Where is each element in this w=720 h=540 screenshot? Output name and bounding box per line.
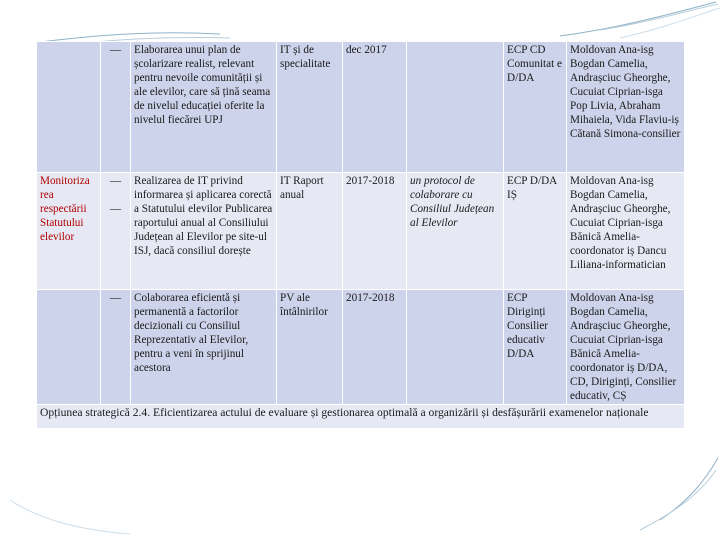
indicator-cell	[407, 290, 504, 405]
term-cell: 2017-2018	[343, 290, 407, 405]
indicator-cell	[407, 42, 504, 173]
objective-cell	[37, 290, 101, 405]
responsible-cell: ECP Diriginți Consilier educativ D/DA	[504, 290, 567, 405]
term-cell: 2017-2018	[343, 173, 407, 290]
activity-cell: Realizarea de IT privind informarea și aplicarea corectă a Statutului elevilor Publicarea raportului anual al Consiliului Județean al Elevilor pe site-ul ISJ, dacă consiliul dorește	[131, 173, 277, 290]
objective-cell: Monitoriza rea respectării Statutului elevilor	[37, 173, 101, 290]
bullet-cell	[101, 42, 131, 173]
people-cell: Moldovan Ana-isg Bogdan Camelia, Andrașciuc Gheorghe, Cucuiat Ciprian-isga Pop Livia, Abraham Mihaiela, Vida Flaviu-iș Cătană Simona-consilier	[567, 42, 685, 173]
people-cell: Moldovan Ana-isg Bogdan Camelia, Andrașciuc Gheorghe, Cucuiat Ciprian-isga Bănică Amelia-coordonator iș Dancu Liliana-informatician	[567, 173, 685, 290]
term-cell: dec 2017	[343, 42, 407, 173]
dash-marker: —	[109, 203, 122, 215]
strategic-option-heading: Opțiunea strategică 2.4. Eficientizarea actului de evaluare și gestionarea optimală a organizării și desfășurării examenelor naționale	[37, 405, 685, 429]
resources-cell: IT și de specialitate	[277, 42, 343, 173]
responsible-cell: ECP CD Comunitat e D/DA	[504, 42, 567, 173]
dash-marker: —	[109, 175, 122, 187]
bullet-cell	[101, 173, 131, 290]
strategy-table-container	[36, 41, 684, 429]
activity-cell: Elaborarea unui plan de școlarizare realist, relevant pentru nevoile comunității și ale elevilor, care să țină seama de nivelul educației oferite la nivelul fiecărei UPJ	[131, 42, 277, 173]
indicator-cell: un protocol de colaborare cu Consiliul Județean al Elevilor	[407, 173, 504, 290]
table-row	[37, 173, 685, 290]
bullet-cell	[101, 290, 131, 405]
strategy-table	[36, 41, 685, 429]
people-cell: Moldovan Ana-isg Bogdan Camelia, Andrașciuc Gheorghe, Cucuiat Ciprian-isga Bănică Amelia-coordonator iș D/DA, CD, Diriginți, Consilier educativ, CȘ	[567, 290, 685, 405]
responsible-cell: ECP D/DA IȘ	[504, 173, 567, 290]
dash-marker: —	[109, 292, 122, 304]
resources-cell: PV ale întâlnirilor	[277, 290, 343, 405]
table-footer-row	[37, 405, 685, 429]
activity-cell: Colaborarea eficientă și permanentă a factorilor decizionali cu Consiliul Reprezentativ al Elevilor, pentru a veni în sprijinul acestora	[131, 290, 277, 405]
table-row	[37, 290, 685, 405]
resources-cell: IT Raport anual	[277, 173, 343, 290]
table-row	[37, 42, 685, 173]
dash-marker: —	[109, 44, 122, 56]
objective-cell	[37, 42, 101, 173]
